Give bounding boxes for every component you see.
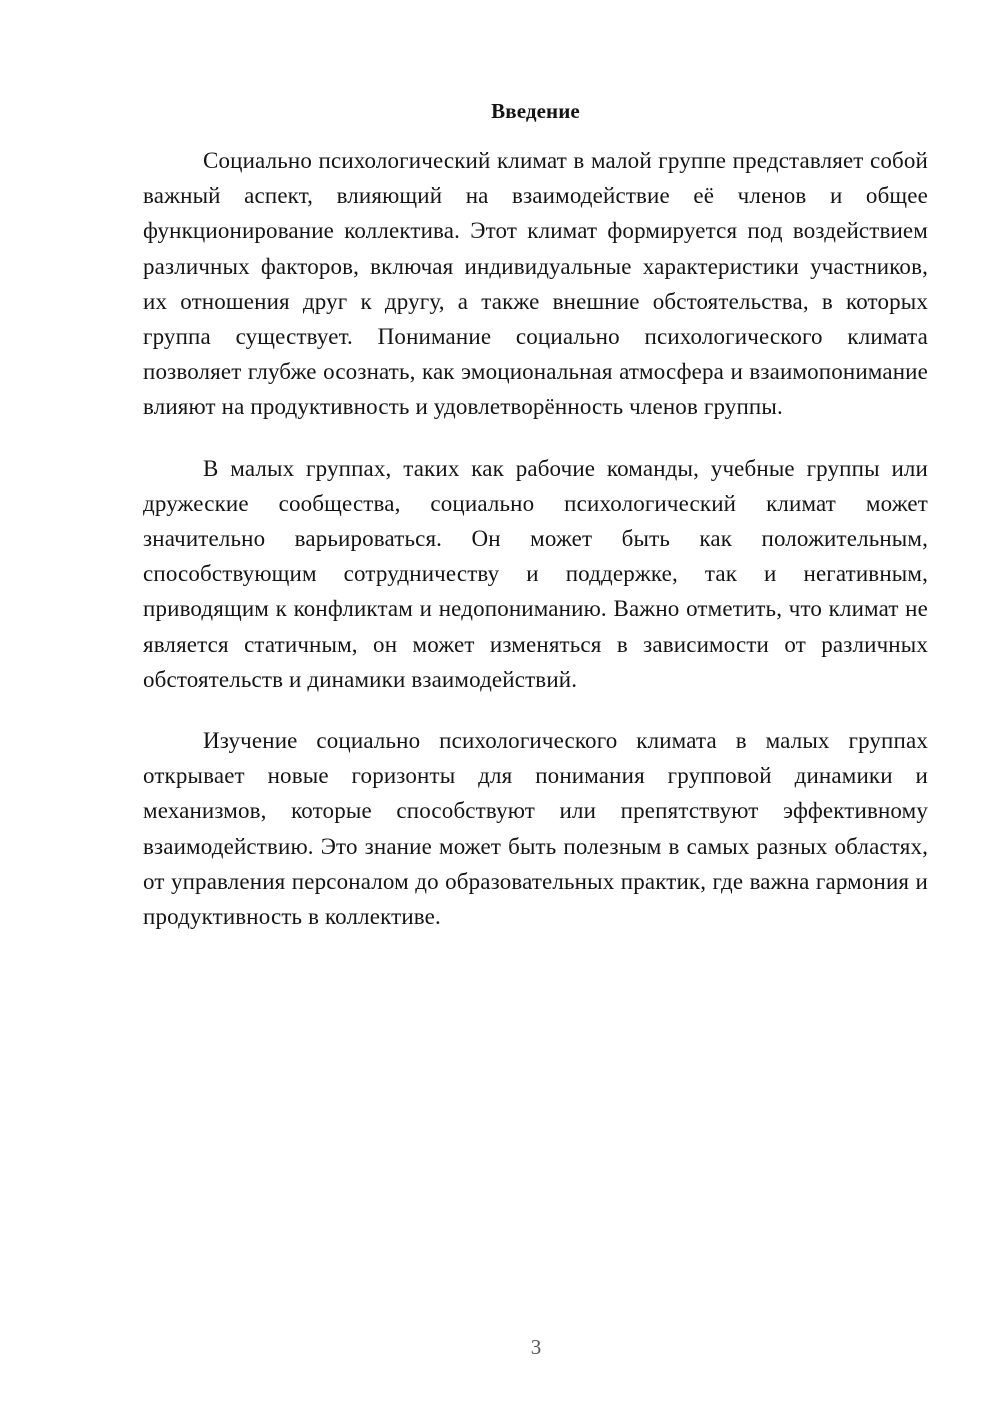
paragraph-intro: Социально психологический климат в малой группе представляет собой важный аспект, влияющий на взаимодействие её членов и общее функционирование коллектива. Этот климат формируется под воздействием различных факторов, включая индивидуальные характеристики участников, их отношения друг к другу, а также внешние обстоятельства, в которых группа существует. Понимание социально психологического климата позволяет глубже осознать, как эмоциональная атмосфера и взаимопонимание влияют на продуктивность и удовлетворённость членов группы.	[143, 148, 928, 420]
section-heading: Введение	[491, 99, 580, 123]
paragraph-small-groups: В малых группах, таких как рабочие команды, учебные группы или дружеские сообщества, социально психологический климат может значительно варьироваться. Он может быть как положительным, способствующим сотрудничеству и поддержке, так и негативным, приводящим к конфликтам и недопониманию. Важно отметить, что климат не является статичным, он может изменяться в зависимости от различных обстоятельств и динамики взаимодействий.	[143, 455, 928, 692]
paragraph-study: Изучение социально психологического климата в малых группах открывает новые горизонты для понимания групповой динамики и механизмов, которые способствуют или препятствуют эффективному взаимодействию. Это знание может быть полезным в самых разных областях, от управления персоналом до образовательных практик, где важна гармония и продуктивность в коллективе.	[143, 728, 928, 930]
body-text	[143, 143, 928, 960]
page-number: 3	[530, 1335, 542, 1359]
